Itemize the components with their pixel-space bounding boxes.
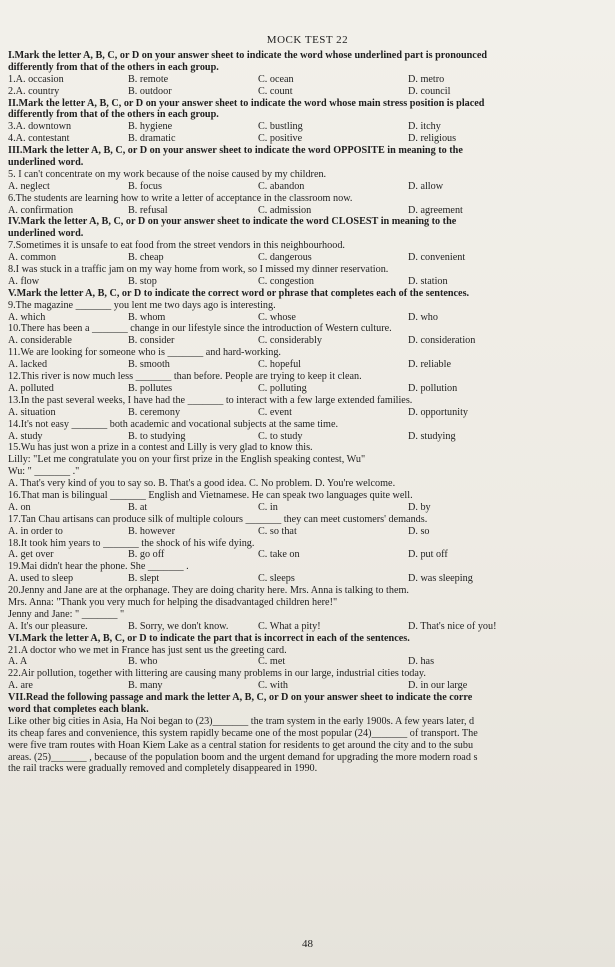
answer-option: A. get over [8,549,54,561]
section-instruction: II.Mark the letter A, B, C, or D on your answer sheet to indicate the word whose main stress position is placed [8,97,485,109]
answer-option: C. to study [258,430,303,442]
answer-option: C. whose [258,311,296,323]
answer-option: B. at [128,501,148,513]
answer-option: D. who [408,311,438,323]
answer-options-row [8,656,608,668]
answer-option: D. in our large [408,680,468,692]
answer-options-row [8,573,608,585]
answer-option: C. in [258,501,278,513]
answer-options-row [8,252,608,264]
answer-option: C. so that [258,525,297,537]
section-instruction: word that completes each blank. [8,703,149,715]
answer-option: B. cheap [128,252,164,264]
answer-option: B. smooth [128,359,170,371]
section-instruction: underlined word. [8,228,84,240]
answer-option: D. consideration [408,335,476,347]
answer-option: A. lacked [8,359,48,371]
answer-option: A. used to sleep [8,573,74,585]
answer-option: C. bustling [258,121,303,133]
answer-option: B. focus [128,180,162,192]
answer-option: D. allow [408,180,444,192]
answer-option: A. It's our pleasure. [8,620,88,632]
answer-option: B. stop [128,275,157,287]
answer-option: D. religious [408,133,457,145]
answer-option: A. A [8,656,28,668]
section-instruction: differently from that of the others in each group. [8,61,219,73]
answer-option: D. so [408,525,430,537]
question-text: 22.Air pollution, together with littering are causing many problems in our large, industrial cities today. [8,668,426,680]
answer-option: A. neglect [8,180,50,192]
answer-option: A. study [8,430,43,442]
answer-option: B. consider [128,335,175,347]
answer-option: 2.A. country [8,85,60,97]
answer-options-row [8,680,608,692]
question-text: 14.It's not easy _______ both academic and vocational subjects at the same time. [8,418,339,430]
answer-options-row [8,181,608,193]
answer-option: B. remote [128,73,169,85]
answer-option: A. common [8,252,57,264]
answer-option: A. in order to [8,525,63,537]
answer-options-row [8,502,608,514]
answer-options-row [8,121,608,133]
answer-option: D. metro [408,73,445,85]
answer-options-row [8,621,608,633]
answer-option: D. itchy [408,121,441,133]
question-text: Jenny and Jane: " _______ " [8,608,125,620]
answer-option: D. studying [408,430,456,442]
section-instruction: III.Mark the letter A, B, C, or D on your answer sheet to indicate the word OPPOSITE in meaning to the [8,145,463,157]
answer-option: C. considerably [258,335,322,347]
answer-option: B. many [128,680,163,692]
section-instruction: V.Mark the letter A, B, C, or D to indicate the correct word or phrase that completes each of the sentences. [8,287,470,299]
answer-option: A. flow [8,275,40,287]
answer-options-row [8,276,608,288]
answer-option: 4.A. contestant [8,133,70,145]
answer-option: A. situation [8,406,56,418]
question-text: 12.This river is now much less _______ than before. People are trying to keep it clean. [8,371,362,383]
answer-option: C. hopeful [258,359,302,371]
question-text: 6.The students are learning how to write a letter of acceptance in the classroom now. [8,192,353,204]
answer-option: C. count [258,85,293,97]
question-text: 16.That man is bilingual _______ English and Vietnamese. He can speak two languages quite well. [8,489,413,501]
question-text: the rail tracks were gradually removed and completely disappeared in 1990. [8,763,318,775]
section-instruction: VII.Read the following passage and mark the letter A, B, C, or D on your answer sheet to indicate the corre [8,692,473,704]
answer-option: B. hygiene [128,121,173,133]
answer-option: B. dramatic [128,133,176,145]
answer-option: C. ocean [258,73,294,85]
answer-options-row [8,86,608,98]
answer-option: D. That's nice of you! [408,620,497,632]
answer-option: A. which [8,311,46,323]
answer-option: B. outdoor [128,85,172,97]
question-text: 15.Wu has just won a prize in a contest and Lilly is very glad to know this. [8,442,313,454]
answer-options-row [8,407,608,419]
question-text: 17.Tan Chau artisans can produce silk of multiple colours _______ they can meet customers' demands. [8,513,428,525]
question-text: 11.We are looking for someone who is _______ and hard-working. [8,347,281,359]
question-text: 7.Sometimes it is unsafe to eat food from the street vendors in this neighbourhood. [8,240,345,252]
answer-option: A. are [8,680,33,692]
question-text: 19.Mai didn't hear the phone. She _______ . [8,561,189,573]
question-text: 18.It took him years to _______ the shock of his wife dying. [8,537,255,549]
question-text: 9.The magazine _______ you lent me two days ago is interesting. [8,299,276,311]
question-text: A. That's very kind of you to say so. B. That's a good idea. C. No problem. D. You're welcome. [8,478,396,490]
answer-option: C. congestion [258,275,315,287]
answer-option: C. abandon [258,180,305,192]
answer-option: 3.A. downtown [8,121,72,133]
answer-option: C. take on [258,549,300,561]
answer-option: B. pollutes [128,382,173,394]
question-text: its cheap fares and convenience, this system rapidly became one of the most popular (24)_______ of transport. The [8,727,478,739]
answer-option: D. put off [408,549,448,561]
answer-option: D. has [408,656,435,668]
answer-options-row [8,74,608,86]
answer-option: B. to studying [128,430,186,442]
section-instruction: I.Mark the letter A, B, C, or D on your answer sheet to indicate the word whose underlined part is pronounced [8,50,488,61]
answer-option: B. slept [128,573,160,585]
answer-option: C. admission [258,204,312,216]
answer-option: C. sleeps [258,573,295,585]
answer-option: C. met [258,656,286,668]
answer-option: C. polluting [258,382,307,394]
question-text: Wu: " _______ ." [8,466,80,478]
answer-option: D. reliable [408,359,451,371]
answer-options-row [8,205,608,217]
question-text: 10.There has been a _______ change in our lifestyle since the introduction of Western culture. [8,323,392,335]
answer-option: A. on [8,501,31,513]
answer-option: B. who [128,656,158,668]
answer-options-row [8,383,608,395]
question-text: 21.A doctor who we met in France has just sent us the greeting card. [8,644,287,656]
answer-options-row [8,526,608,538]
section-instruction: VI.Mark the letter A, B, C, or D to indicate the part that is incorrect in each of the sentences. [8,632,410,644]
answer-options-row [8,312,608,324]
answer-option: B. ceremony [128,406,181,418]
answer-option: B. refusal [128,204,168,216]
answer-option: 1.A. occasion [8,73,64,85]
answer-option: B. however [128,525,175,537]
section-instruction: underlined word. [8,157,84,169]
answer-option: D. council [408,85,451,97]
answer-option: B. go off [128,549,165,561]
question-text: 8.I was stuck in a traffic jam on my way home from work, so I missed my dinner reservation. [8,264,389,276]
answer-option: B. whom [128,311,166,323]
answer-option: A. considerable [8,335,72,347]
answer-option: C. positive [258,133,303,145]
answer-options-row [8,133,608,145]
answer-option: D. by [408,501,431,513]
question-text: 13.In the past several weeks, I have had the _______ to interact with a few large extended families. [8,394,413,406]
answer-option: D. station [408,275,448,287]
answer-options-row [8,431,608,443]
answer-option: B. Sorry, we don't know. [128,620,229,632]
answer-option: C. dangerous [258,252,312,264]
question-text: areas. (25)_______ , because of the population boom and the urgent demand for upgrading the more modern road s [8,751,478,763]
answer-options-row [8,359,608,371]
question-text: 5. I can't concentrate on my work because of the noise caused by my children. [8,168,327,180]
question-text: 20.Jenny and Jane are at the orphanage. They are doing charity here. Mrs. Anna is talking to them. [8,585,409,597]
section-instruction: IV.Mark the letter A, B, C, or D on your answer sheet to indicate the word CLOSEST in meaning to the [8,216,457,228]
answer-option: D. agreement [408,204,463,216]
answer-option: A. polluted [8,382,54,394]
question-text: Mrs. Anna: "Thank you very much for helping the disadvantaged children here!" [8,596,338,608]
page-number: 48 [302,938,313,950]
test-title: MOCK TEST 22 [266,34,349,46]
answer-option: C. event [258,406,292,418]
answer-option: C. with [258,680,289,692]
answer-options-row [8,549,608,561]
answer-option: D. pollution [408,382,458,394]
answer-option: D. was sleeping [408,573,473,585]
answer-option: A. confirmation [8,204,74,216]
answer-option: D. convenient [408,252,466,264]
question-text: Like other big cities in Asia, Ha Noi began to (23)_______ the tram system in the early 1900s. A few years later, d [8,715,475,727]
section-instruction: differently from that of the others in each group. [8,109,219,121]
answer-option: C. What a pity! [258,620,321,632]
answer-option: D. opportunity [408,406,468,418]
question-text: were five tram routes with Hoan Kiem Lake as a central station for residents to get around the city and to the subu [8,739,474,751]
test-content [8,50,608,775]
question-text: Lilly: "Let me congratulate you on your first prize in the English speaking contest, Wu" [8,454,366,466]
answer-options-row [8,335,608,347]
